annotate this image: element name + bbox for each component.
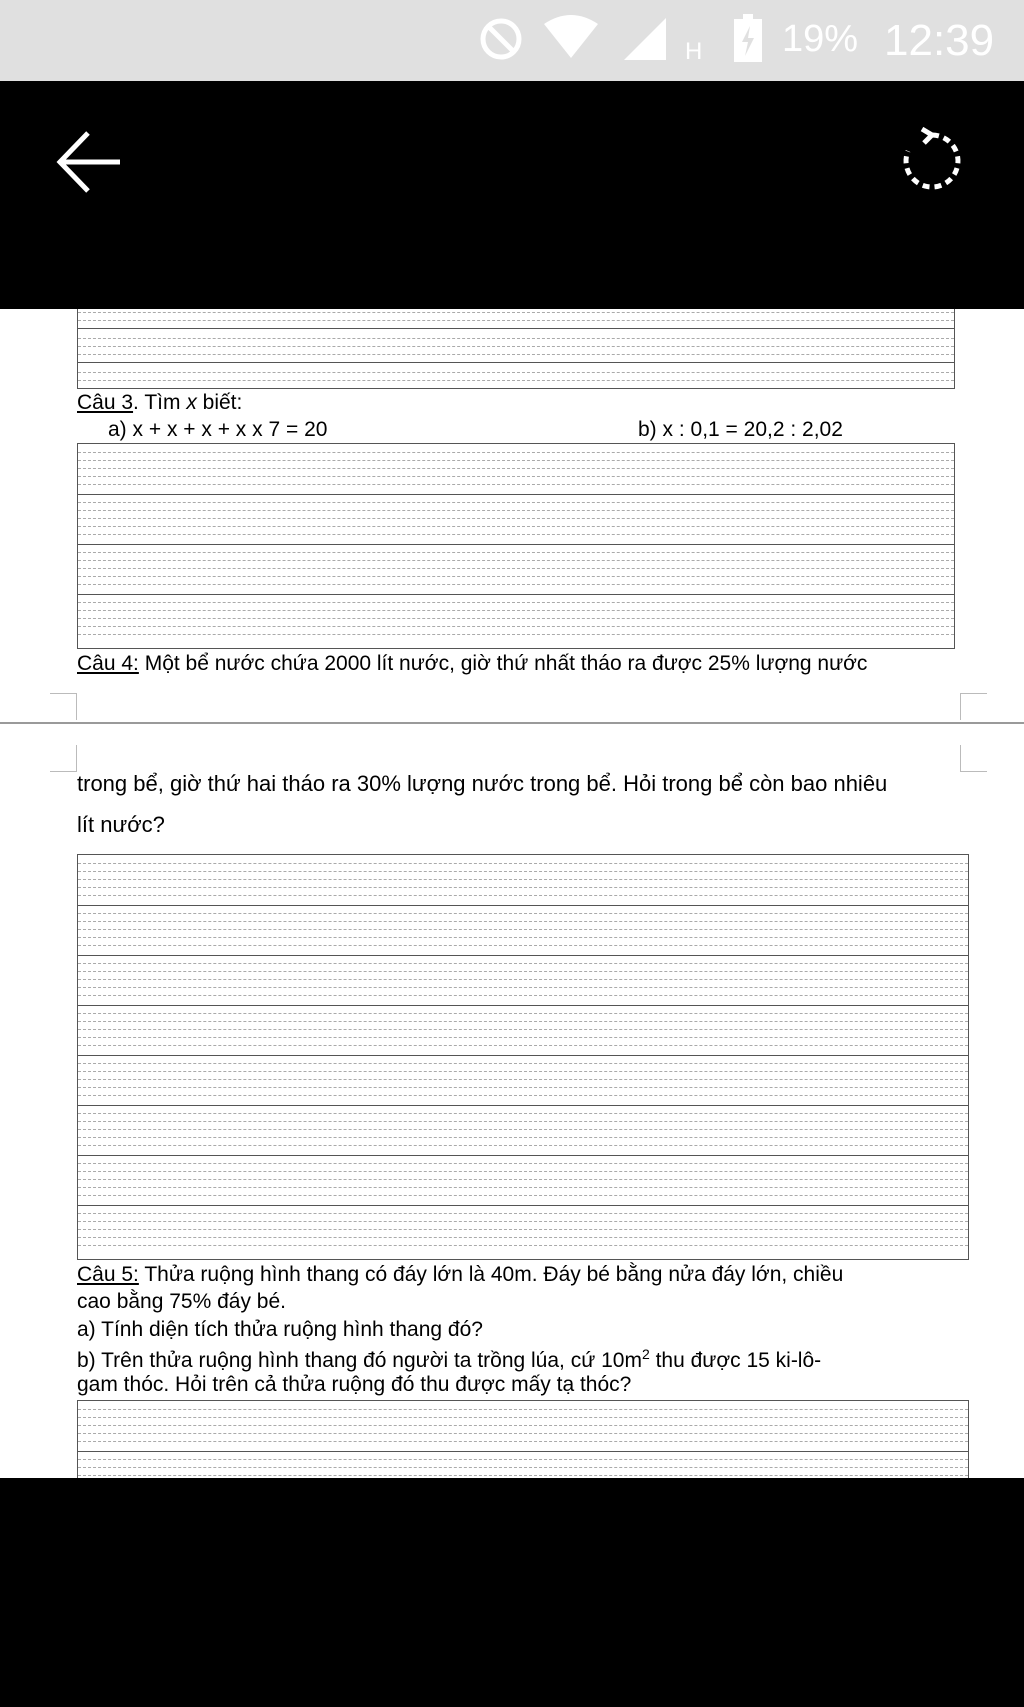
question-5-line-1: Câu 5: Thửa ruộng hình thang có đáy lớn là 40m. Đáy bé bằng nửa đáy lớn, chiều xyxy=(77,1263,844,1286)
question-4-label: Câu 4: xyxy=(77,652,139,675)
answer-lines-box xyxy=(77,443,955,649)
status-bar xyxy=(0,0,1024,81)
question-3-part-b: b) x : 0,1 = 20,2 : 2,02 xyxy=(638,418,843,441)
page-crop-mark xyxy=(50,693,77,720)
answer-lines-box xyxy=(77,1400,969,1478)
page-break xyxy=(0,722,1024,724)
question-4-line-1: Câu 4: Một bể nước chứa 2000 lít nước, giờ thứ nhất tháo ra được 25% lượng nước xyxy=(77,652,868,675)
question-4-line-2: trong bể, giờ thứ hai tháo ra 30% lượng nước trong bể. Hỏi trong bể còn bao nhiêu xyxy=(77,771,888,796)
page-crop-mark xyxy=(50,745,77,772)
bottom-bar xyxy=(0,1478,1024,1707)
page-crop-mark xyxy=(960,693,987,720)
arrow-left-icon xyxy=(54,129,126,195)
do-not-disturb-icon xyxy=(478,16,524,67)
battery-charging-icon xyxy=(734,14,762,67)
rotate-icon xyxy=(896,125,968,197)
cell-signal-icon xyxy=(622,16,668,67)
rotate-button[interactable] xyxy=(896,125,968,197)
question-4-line-3: lít nước? xyxy=(77,812,165,837)
question-5-line-4: b) Trên thửa ruộng hình thang đó người ta trồng lúa, cứ $10m^2$ thu được 15 ki-lô- xyxy=(77,1346,822,1372)
question-3-label: Câu 3 xyxy=(77,391,134,414)
question-3-part-a: a) x + x + x + x x 7 = 20 xyxy=(108,418,328,441)
app-toolbar xyxy=(0,81,1024,309)
question-5-line-3: a) Tính diện tích thửa ruộng hình thang đó? xyxy=(77,1318,483,1341)
battery-percent: 19% xyxy=(782,18,859,60)
back-button[interactable] xyxy=(54,129,126,195)
answer-lines-box xyxy=(77,854,969,1260)
document-viewer[interactable] xyxy=(0,309,1024,1478)
question-5-line-2: cao bằng 75% đáy bé. xyxy=(77,1290,286,1313)
network-type: H xyxy=(685,38,703,65)
wifi-icon xyxy=(542,14,600,65)
question-3-title: Câu 3. Tìm x biết: xyxy=(77,391,243,414)
clock-time: 12:39 xyxy=(884,16,995,65)
answer-lines-box xyxy=(77,309,955,389)
page-crop-mark xyxy=(960,745,987,772)
question-5-label: Câu 5: xyxy=(77,1263,139,1286)
question-5-line-5: gam thóc. Hỏi trên cả thửa ruộng đó thu được mấy tạ thóc? xyxy=(77,1373,632,1396)
